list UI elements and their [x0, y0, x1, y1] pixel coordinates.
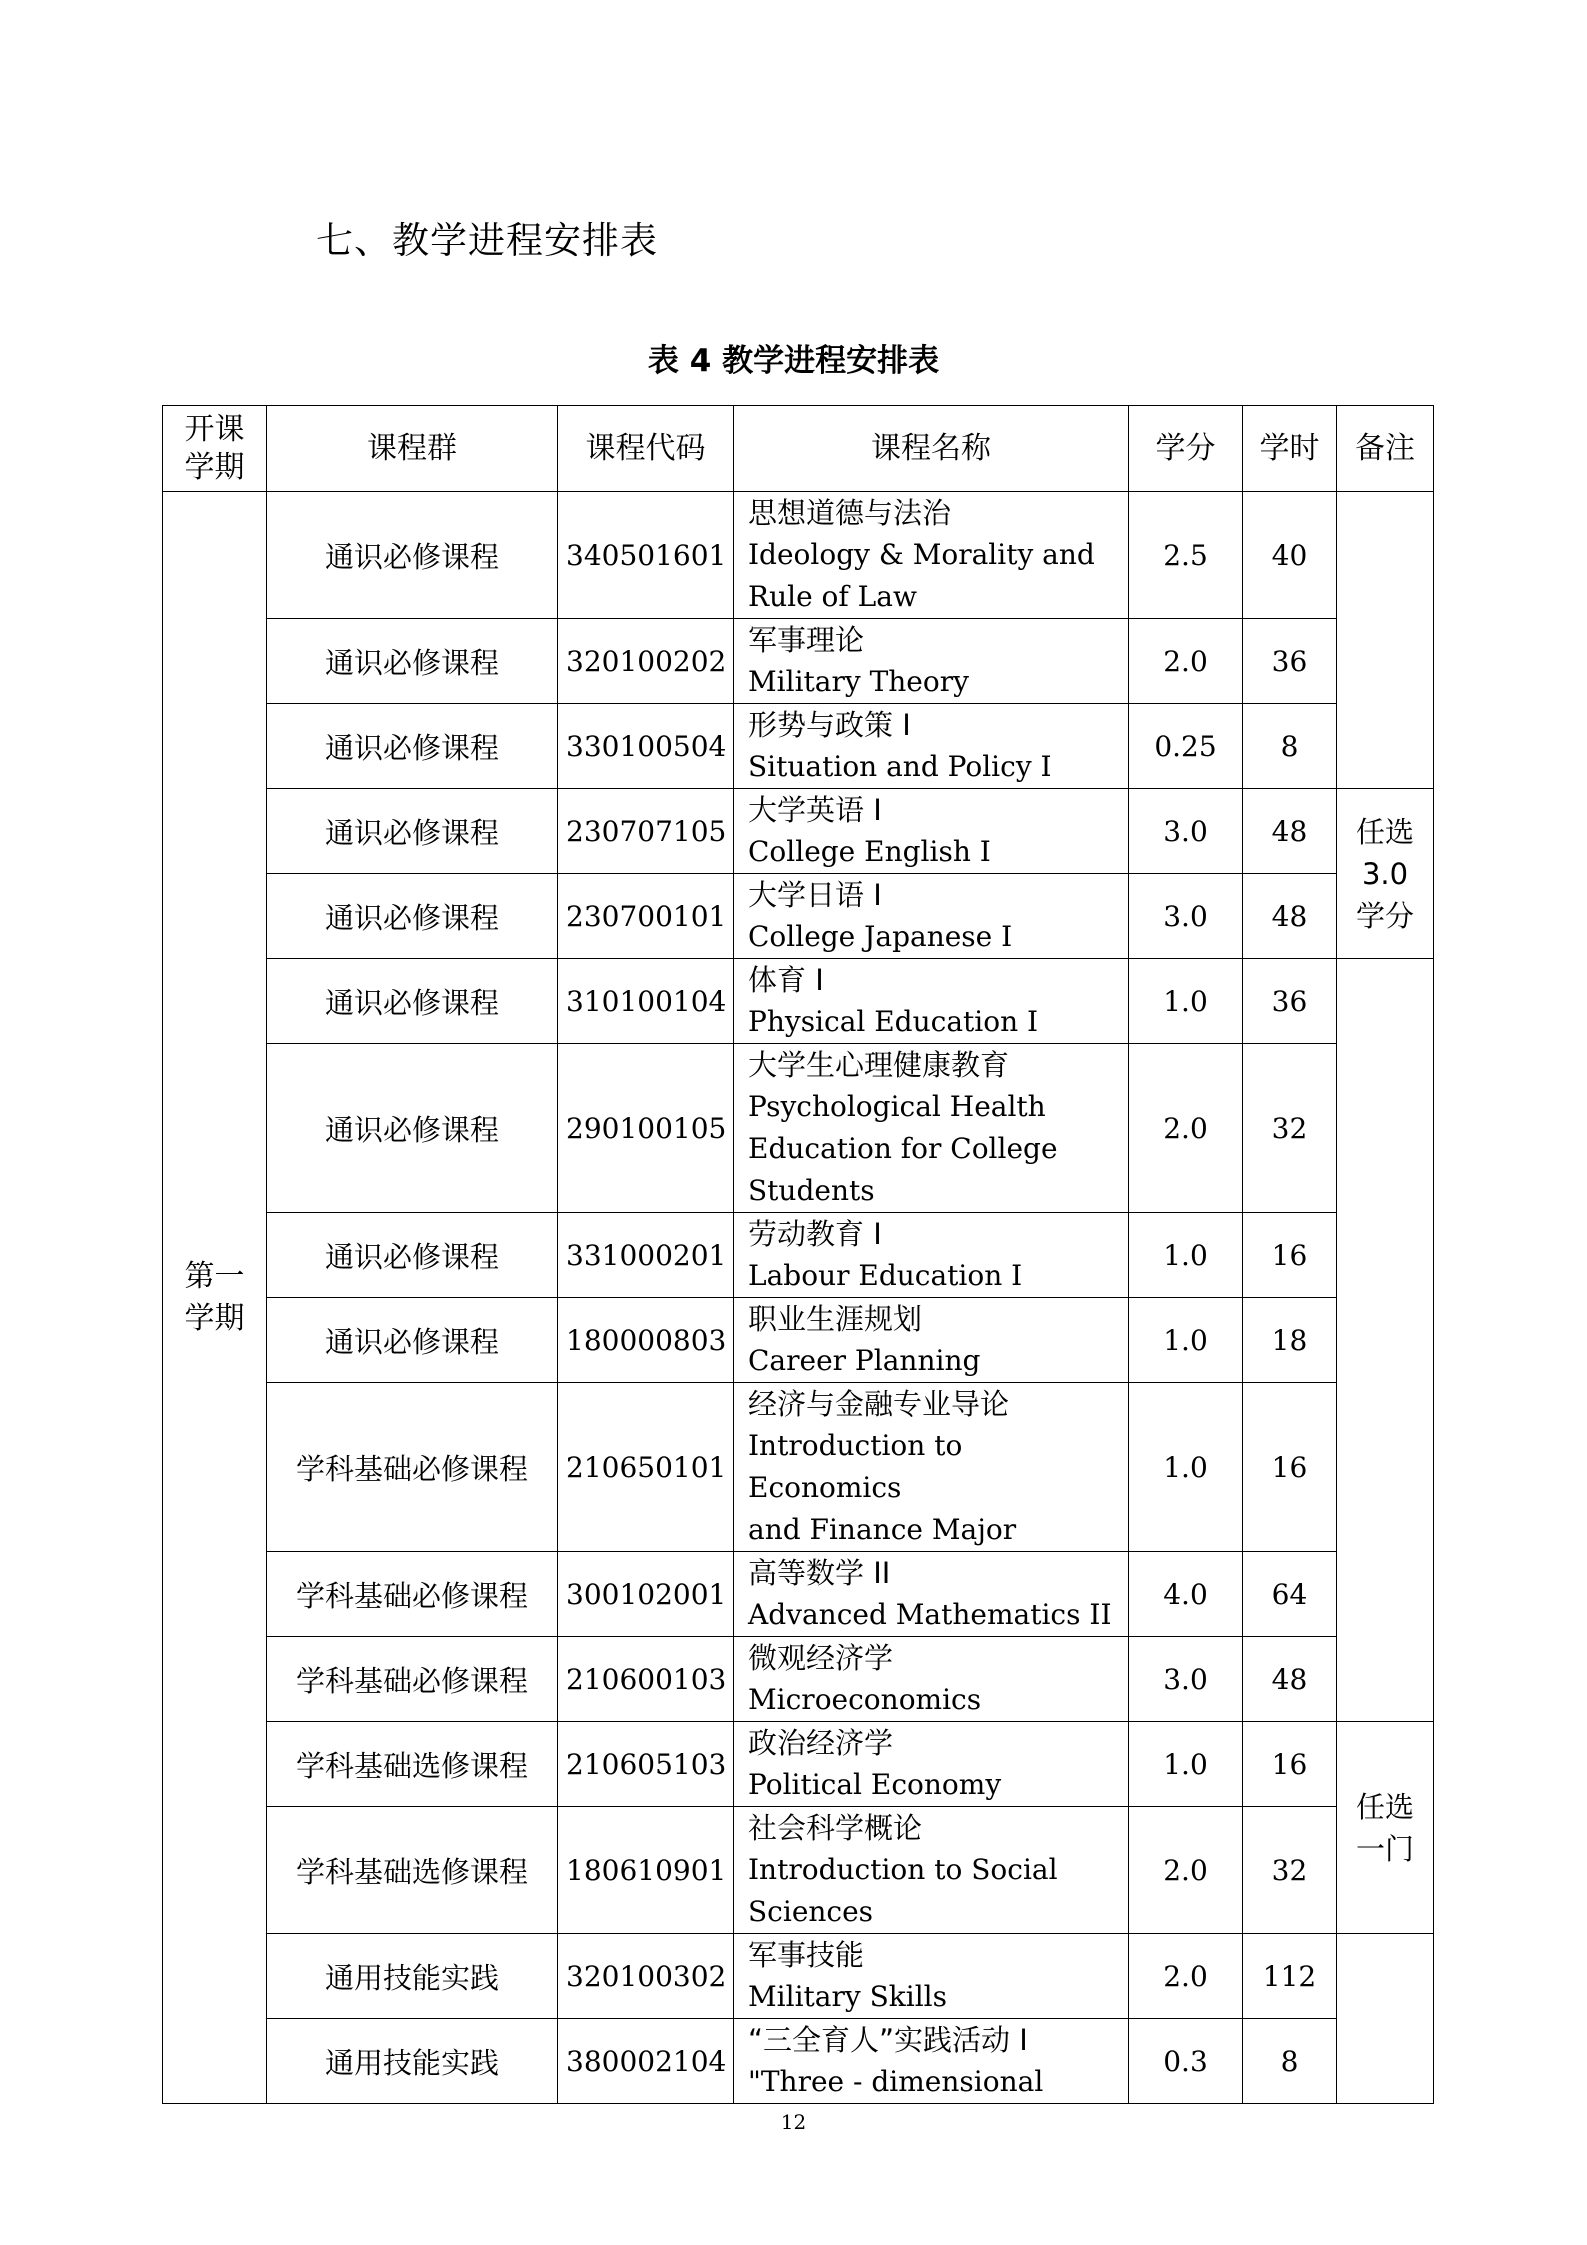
course-name-cell [734, 874, 1129, 959]
course-name-cn: 体育 I [748, 963, 824, 997]
table-row [163, 1213, 1434, 1298]
course-name-en: Psychological Health Education for College Students [748, 1090, 1058, 1207]
credits-cell: 4.0 [1129, 1552, 1243, 1637]
hours-cell: 40 [1243, 492, 1337, 619]
course-name-en: Career Planning [748, 1344, 981, 1377]
course-name-cell [734, 1552, 1129, 1637]
section-heading: 七、教学进程安排表 [316, 219, 658, 262]
hours-cell: 36 [1243, 959, 1337, 1044]
hours-cell: 8 [1243, 2019, 1337, 2104]
course-name-cn: 社会科学概论 [748, 1811, 923, 1845]
term-cell: 第一 学期 [163, 492, 267, 2104]
hours-cell: 16 [1243, 1383, 1337, 1552]
course-code-cell: 230700101 [558, 874, 734, 959]
hours-cell: 112 [1243, 1934, 1337, 2019]
course-name-cn: 思想道德与法治 [748, 496, 952, 530]
credits-cell: 0.3 [1129, 2019, 1243, 2104]
page-number: 12 [780, 2110, 807, 2134]
course-name-en: College Japanese I [748, 920, 1013, 953]
course-name-cn: 高等数学 II [748, 1556, 891, 1590]
credits-cell: 2.0 [1129, 1044, 1243, 1213]
course-name-cell [734, 789, 1129, 874]
table-row [163, 789, 1434, 874]
table-caption: 表 4 教学进程安排表 [647, 343, 940, 379]
course-name-cell [734, 1807, 1129, 1934]
credits-cell: 1.0 [1129, 1383, 1243, 1552]
table-row [163, 1722, 1434, 1807]
credits-cell: 1.0 [1129, 1213, 1243, 1298]
course-name-en: Introduction to Economics and Finance Major [748, 1429, 1017, 1546]
table-row [163, 874, 1434, 959]
course-code-cell: 180000803 [558, 1298, 734, 1383]
course-group-cell: 通识必修课程 [267, 1044, 558, 1213]
table-row [163, 704, 1434, 789]
course-code-cell: 300102001 [558, 1552, 734, 1637]
course-name-cn: 政治经济学 [748, 1726, 894, 1760]
course-code-cell: 290100105 [558, 1044, 734, 1213]
table-row [163, 2019, 1434, 2104]
course-code-cell: 330100504 [558, 704, 734, 789]
course-code-cell: 380002104 [558, 2019, 734, 2104]
credits-cell: 1.0 [1129, 1298, 1243, 1383]
header-group: 课程群 [267, 406, 558, 492]
notes-cell [1337, 492, 1434, 789]
course-group-cell: 通识必修课程 [267, 704, 558, 789]
credits-cell: 2.0 [1129, 619, 1243, 704]
course-group-cell: 通识必修课程 [267, 1298, 558, 1383]
hours-cell: 16 [1243, 1213, 1337, 1298]
header-name: 课程名称 [734, 406, 1129, 492]
course-code-cell: 310100104 [558, 959, 734, 1044]
credits-cell: 1.0 [1129, 1722, 1243, 1807]
course-group-cell: 学科基础必修课程 [267, 1552, 558, 1637]
course-group-cell: 学科基础选修课程 [267, 1807, 558, 1934]
course-group-cell: 通用技能实践 [267, 2019, 558, 2104]
table-row [163, 492, 1434, 619]
teaching-schedule-table [162, 405, 1434, 2104]
course-name-en: Introduction to Social Sciences [748, 1853, 1058, 1928]
course-name-en: Military Theory [748, 665, 969, 698]
course-name-en: Physical Education I [748, 1005, 1039, 1038]
table-row [163, 959, 1434, 1044]
course-name-cell [734, 704, 1129, 789]
course-code-cell: 210600103 [558, 1637, 734, 1722]
credits-cell: 2.0 [1129, 1807, 1243, 1934]
table-row [163, 1383, 1434, 1552]
course-code-cell: 340501601 [558, 492, 734, 619]
header-code: 课程代码 [558, 406, 734, 492]
credits-cell: 0.25 [1129, 704, 1243, 789]
course-name-cn: 军事理论 [748, 623, 865, 657]
course-name-cell [734, 619, 1129, 704]
course-name-en: Labour Education I [748, 1259, 1023, 1292]
course-name-cell [734, 1213, 1129, 1298]
course-name-cell [734, 1722, 1129, 1807]
table-row [163, 1637, 1434, 1722]
credits-cell: 3.0 [1129, 789, 1243, 874]
hours-cell: 48 [1243, 789, 1337, 874]
hours-cell: 32 [1243, 1807, 1337, 1934]
course-name-cn: 大学英语 I [748, 793, 882, 827]
table-row [163, 1044, 1434, 1213]
course-code-cell: 320100202 [558, 619, 734, 704]
course-name-cn: “三全育人”实践活动 I [748, 2023, 1028, 2057]
course-name-cell [734, 492, 1129, 619]
hours-cell: 18 [1243, 1298, 1337, 1383]
header-notes: 备注 [1337, 406, 1434, 492]
course-name-cell [734, 1044, 1129, 1213]
hours-cell: 64 [1243, 1552, 1337, 1637]
table-row [163, 1807, 1434, 1934]
notes-cell: 任选 一门 [1337, 1722, 1434, 1934]
course-name-en: Political Economy [748, 1768, 1002, 1801]
course-name-en: Military Skills [748, 1980, 947, 2013]
course-name-cn: 劳动教育 I [748, 1217, 882, 1251]
header-hours: 学时 [1243, 406, 1337, 492]
course-name-cell [734, 959, 1129, 1044]
hours-cell: 16 [1243, 1722, 1337, 1807]
course-group-cell: 学科基础选修课程 [267, 1722, 558, 1807]
course-group-cell: 通识必修课程 [267, 789, 558, 874]
course-name-cell [734, 1637, 1129, 1722]
credits-cell: 3.0 [1129, 874, 1243, 959]
table-row [163, 1934, 1434, 2019]
course-group-cell: 学科基础必修课程 [267, 1383, 558, 1552]
course-name-cell [734, 2019, 1129, 2104]
course-name-en: Microeconomics [748, 1683, 982, 1716]
hours-cell: 8 [1243, 704, 1337, 789]
credits-cell: 2.0 [1129, 1934, 1243, 2019]
table-row [163, 619, 1434, 704]
course-name-en: Advanced Mathematics II [748, 1598, 1112, 1631]
hours-cell: 36 [1243, 619, 1337, 704]
course-name-cn: 军事技能 [748, 1938, 865, 1972]
course-group-cell: 学科基础必修课程 [267, 1637, 558, 1722]
hours-cell: 48 [1243, 1637, 1337, 1722]
course-name-cell [734, 1383, 1129, 1552]
course-code-cell: 210650101 [558, 1383, 734, 1552]
course-group-cell: 通识必修课程 [267, 874, 558, 959]
course-name-en: "Three - dimensional [748, 2065, 1044, 2098]
credits-cell: 3.0 [1129, 1637, 1243, 1722]
course-name-cn: 微观经济学 [748, 1641, 894, 1675]
notes-cell [1337, 959, 1434, 1722]
course-name-cell [734, 1298, 1129, 1383]
course-code-cell: 210605103 [558, 1722, 734, 1807]
header-row [163, 406, 1434, 492]
course-name-cn: 大学生心理健康教育 [748, 1048, 1010, 1082]
course-name-en: Ideology & Morality and Rule of Law [748, 538, 1095, 613]
course-group-cell: 通识必修课程 [267, 1213, 558, 1298]
course-code-cell: 230707105 [558, 789, 734, 874]
course-code-cell: 331000201 [558, 1213, 734, 1298]
notes-cell [1337, 1934, 1434, 2104]
header-credits: 学分 [1129, 406, 1243, 492]
course-name-en: College English I [748, 835, 991, 868]
course-code-cell: 180610901 [558, 1807, 734, 1934]
course-name-cn: 职业生涯规划 [748, 1302, 923, 1336]
hours-cell: 48 [1243, 874, 1337, 959]
notes-cell: 任选 3.0 学分 [1337, 789, 1434, 959]
course-group-cell: 通用技能实践 [267, 1934, 558, 2019]
course-name-cn: 大学日语 I [748, 878, 882, 912]
credits-cell: 2.5 [1129, 492, 1243, 619]
hours-cell: 32 [1243, 1044, 1337, 1213]
course-name-en: Situation and Policy I [748, 750, 1052, 783]
table-row [163, 1552, 1434, 1637]
course-group-cell: 通识必修课程 [267, 959, 558, 1044]
course-group-cell: 通识必修课程 [267, 619, 558, 704]
course-name-cell [734, 1934, 1129, 2019]
table-body [163, 492, 1434, 2104]
course-name-cn: 形势与政策 I [748, 708, 911, 742]
table-row [163, 1298, 1434, 1383]
course-name-cn: 经济与金融专业导论 [748, 1387, 1010, 1421]
credits-cell: 1.0 [1129, 959, 1243, 1044]
course-group-cell: 通识必修课程 [267, 492, 558, 619]
course-code-cell: 320100302 [558, 1934, 734, 2019]
header-term: 开课 学期 [163, 406, 267, 492]
